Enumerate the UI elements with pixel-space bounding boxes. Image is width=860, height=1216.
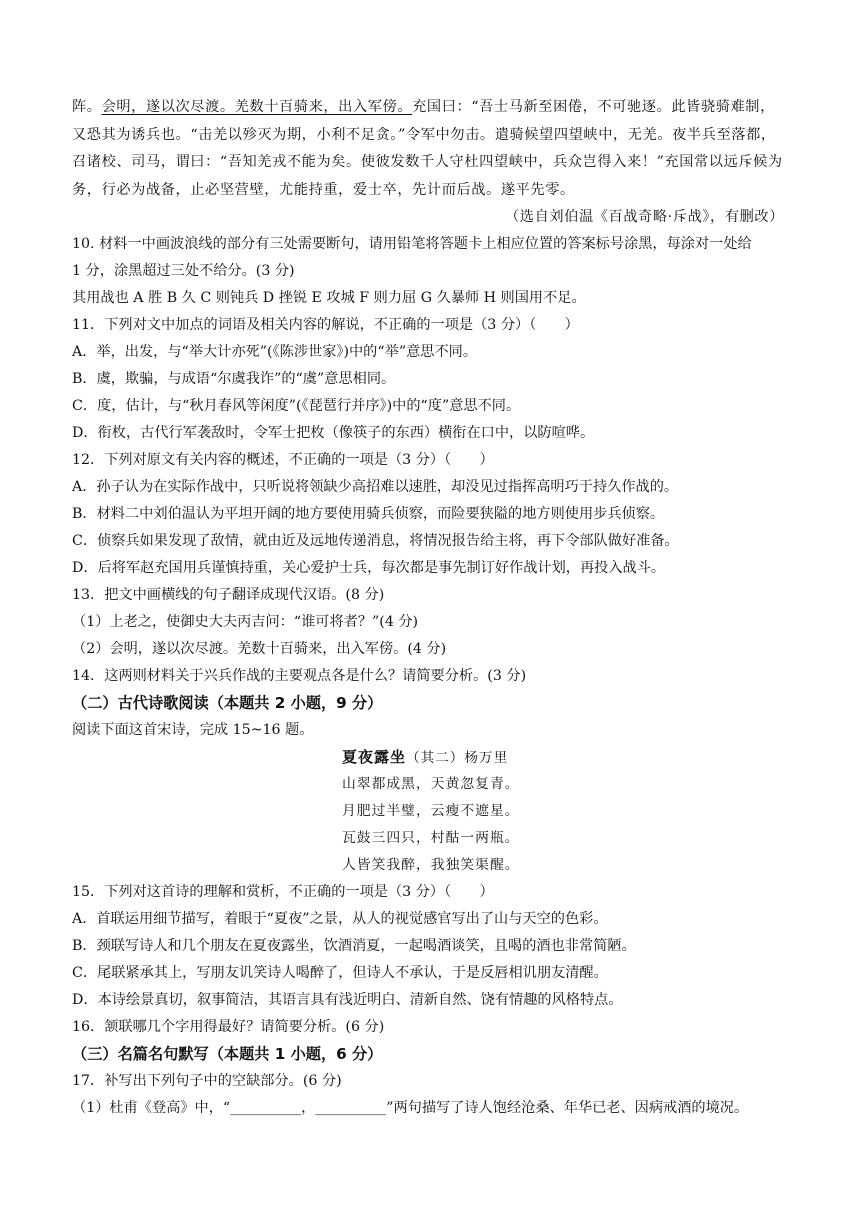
material-line-1 <box>72 97 802 117</box>
q12-option-a: A．孙子认为在实际作战中，只听说将领缺少高招难以速胜，却没见过指挥高明巧于持久作战的。 <box>72 479 679 495</box>
q13-sentence-1: （1）上老之，使御史大夫丙吉问：“谁可将者？”(4 分) <box>72 614 419 630</box>
q15-stem: 15．下列对这首诗的理解和赏析，不正确的一项是（3 分）（ ） <box>72 884 494 900</box>
q12-option-c: C．侦察兵如果发现了敌情，就由近及远地传递消息，将情况报告给主将，再下令部队做好准备。 <box>72 533 679 549</box>
q17-sentence-1: （1）杜甫《登高》中，“__________，__________”两句描写了诗人饱经沧桑、年华已老、因病戒酒的境况。 <box>72 1100 749 1116</box>
poem-line-3: 瓦鼓三四只，村酤一两瓶。 <box>342 830 520 846</box>
q17-stem: 17．补写出下列句子中的空缺部分。(6 分) <box>72 1073 342 1089</box>
poem-line-2: 月肥过半璧，云瘦不遮星。 <box>342 803 520 819</box>
q12-option-b: B．材料二中刘伯温认为平坦开阔的地方要使用骑兵侦察，而险要狭隘的地方则使用步兵侦察。 <box>72 506 665 522</box>
q12-stem: 12．下列对原文有关内容的概述，不正确的一项是（3 分）（ ） <box>72 452 494 468</box>
underlined-sentence: 会明，遂以次尽渡。羌数十百骑来，出入军傍。 <box>101 99 413 115</box>
q16-stem: 16．颔联哪几个字用得最好？请简要分析。(6 分) <box>72 1019 385 1035</box>
q12-option-d: D．后将军赵充国用兵谨慎持重，关心爱护士兵，每次都是事先制订好作战计划，再投入战斗。 <box>72 560 666 576</box>
section-3-title: （三）名篇名句默写（本题共 1 小题，6 分） <box>72 1045 383 1063</box>
material-source: （选自刘伯温《百战奇略·斥战》，有删改） <box>505 209 784 225</box>
text-run: 阵。 <box>72 99 102 115</box>
q15-option-c: C．尾联紧承其上，写朋友讥笑诗人喝醉了，但诗人不承认，于是反唇相讥朋友清醒。 <box>72 965 608 981</box>
q13-sentence-2: （2）会明，遂以次尽渡。羌数十百骑来，出入军傍。(4 分) <box>72 641 447 657</box>
q15-option-d: D．本诗绘景真切，叙事简洁，其语言具有浅近明白、清新自然、饶有情趣的风格特点。 <box>72 992 623 1008</box>
q15-option-b: B．颈联写诗人和几个朋友在夏夜露坐，饮酒消夏，一起喝酒谈笑，且喝的酒也非常简陋。 <box>72 938 636 954</box>
text-run: 击羌以殄灭为期，小利不足贪。 <box>198 127 399 143</box>
q13-stem: 13．把文中画横线的句子翻译成现代汉语。(8 分) <box>72 587 385 603</box>
poem-title: 夏夜露坐 <box>342 748 407 766</box>
q10-stem-line-1: 10. 材料一中画波浪线的部分有三处需要断句，请用铅笔将答题卡上相应位置的答案标号涂黑，每涂对一处给 <box>72 236 752 252</box>
text-run: 又恐其为诱兵也。 <box>72 127 191 143</box>
material-line-3: 召诸校、司马，谓曰：“吾知羌戎不能为矣。使彼发数千人守杜四望峡中，兵众岂得入来！”充国常以远斥候为 <box>72 154 783 170</box>
q14-stem: 14．这两则材料关于兴兵作战的主要观点各是什么？请简要分析。(3 分) <box>72 668 527 684</box>
q11-stem: 11．下列对文中加点的词语及相关内容的解说，不正确的一项是（3 分）（ ） <box>72 317 579 333</box>
q10-stem-line-2: 1 分，涂黑超过三处不给分。(3 分) <box>72 263 295 279</box>
material-line-2: 又恐其为诱兵也。“击羌以殄灭为期，小利不足贪。”令军中勿击。遣骑候望四望峡中，无羌。夜半兵至落都， <box>72 127 776 143</box>
q11-option-b: B．虞，欺骗，与成语“尔虞我诈”的“虞”意思相同。 <box>72 371 396 387</box>
poem-line-4: 人皆笑我醉，我独笑渠醒。 <box>342 857 520 873</box>
q15-option-a: A．首联运用细节描写，着眼于“夏夜”之景，从人的视觉感官写出了山与天空的色彩。 <box>72 911 608 927</box>
material-line-4: 务，行必为战备，止必坚营壁，尤能持重，爱士卒，先计而后战。遂平先零。 <box>72 182 575 198</box>
poem-line-1: 山翠都成黑，天黄忽复青。 <box>342 776 520 792</box>
poem-heading <box>342 747 642 768</box>
q11-option-d: D．衔枚，古代行军袭敌时，令军士把枚（像筷子的东西）横衔在口中，以防喧哗。 <box>72 425 595 441</box>
q11-option-c: C．度，估计，与“秋月春风等闲度”(《琵琶行并序》)中的“度”意思不同。 <box>72 398 521 414</box>
text-run: 充国曰：“吾士马新至困倦，不可驰逐。此皆骁骑难制， <box>412 99 775 115</box>
text-run: ”令军中勿击。遣骑候望四望峡中，无羌。夜半兵至落都， <box>398 127 776 143</box>
section-2-intro: 阅读下面这首宋诗，完成 15~16 题。 <box>72 722 314 738</box>
q10-options: 其用战也 A 胜 B 久 C 则钝兵 D 挫锐 E 攻城 F 则力屈 G 久暴师 H 则国用不足。 <box>72 290 586 306</box>
q11-option-a: A．举，出发，与“举大计亦死”(《陈涉世家》)中的“举”意思不同。 <box>72 344 478 360</box>
poem-subtitle: （其二）杨万里 <box>406 750 509 766</box>
section-2-title: （二）古代诗歌阅读（本题共 2 小题，9 分） <box>72 694 383 712</box>
